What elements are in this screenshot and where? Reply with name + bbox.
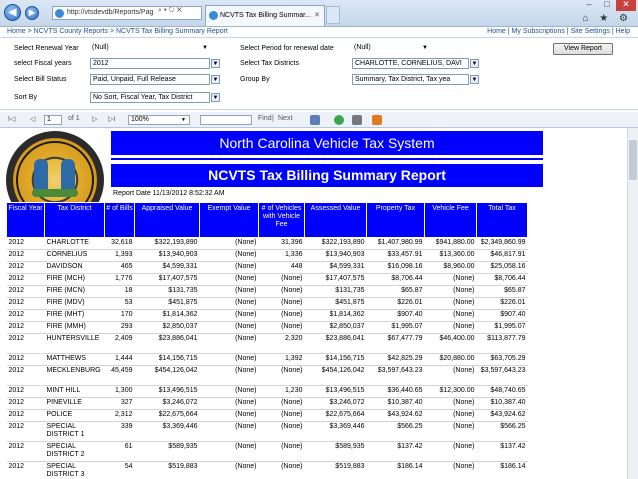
fiscal-years-dropdown-icon[interactable]: ▼ — [212, 61, 219, 67]
table-cell: (None) — [425, 366, 477, 386]
report-title: NCVTS Tax Billing Summary Report — [111, 164, 543, 187]
table-cell: $22,675,664 — [305, 410, 367, 422]
chevron-down-icon: ▼ — [202, 45, 208, 51]
previous-page-button[interactable]: ◁ — [30, 116, 36, 123]
table-cell: (None) — [425, 310, 477, 322]
table-cell: $2,349,860.99 — [477, 238, 528, 250]
table-cell: $4,599,331 — [305, 262, 367, 274]
table-cell: $589,935 — [305, 442, 367, 462]
table-cell: $3,246,072 — [305, 398, 367, 410]
sort-by-label: Sort By — [14, 94, 37, 101]
bill-status-dropdown-icon[interactable]: ▼ — [212, 77, 219, 83]
table-cell: $131,735 — [305, 286, 367, 298]
table-cell: 2012 — [7, 250, 45, 262]
table-row — [7, 366, 528, 386]
report-parameters — [0, 38, 638, 110]
table-cell: 339 — [105, 422, 135, 442]
col-vehicle-fee[interactable]: Vehicle Fee — [425, 203, 477, 238]
chevron-down-icon: ▼ — [422, 45, 428, 51]
address-url: http://vtsdevdb/Reports/Pag — [67, 9, 154, 16]
browser-tab[interactable] — [205, 5, 325, 26]
table-cell: $10,387.40 — [477, 398, 528, 410]
table-cell: $3,369,446 — [305, 422, 367, 442]
refresh-icon[interactable] — [334, 115, 344, 125]
table-cell: $23,886,041 — [135, 334, 200, 354]
table-row — [7, 462, 528, 479]
table-cell: $13,940,903 — [305, 250, 367, 262]
tab-favicon-icon — [209, 11, 218, 20]
table-cell: (None) — [200, 250, 259, 262]
table-cell: (None) — [259, 410, 305, 422]
table-cell: $113,877.79 — [477, 334, 528, 354]
col-tax-district[interactable]: Tax District — [45, 203, 105, 238]
col-assessed-value[interactable]: Assessed Value — [305, 203, 367, 238]
page-count: of 1 — [68, 115, 80, 122]
table-cell: (None) — [200, 322, 259, 334]
table-cell: $451,875 — [135, 298, 200, 310]
zoom-value: 100% — [131, 116, 149, 123]
table-cell: (None) — [425, 410, 477, 422]
table-cell: 18 — [105, 286, 135, 298]
table-cell: CORNELIUS — [45, 250, 105, 262]
table-cell: (None) — [200, 238, 259, 250]
table-cell: $43,924.62 — [477, 410, 528, 422]
table-cell: 2012 — [7, 462, 45, 479]
table-cell: $519,883 — [305, 462, 367, 479]
table-cell: 1,776 — [105, 274, 135, 286]
table-row — [7, 334, 528, 354]
table-cell: $186.14 — [367, 462, 425, 479]
forward-button[interactable]: ▶ — [25, 6, 39, 20]
table-cell: $67,477.79 — [367, 334, 425, 354]
table-cell: 2,312 — [105, 410, 135, 422]
group-by-label: Group By — [240, 76, 270, 83]
table-cell: $907.40 — [367, 310, 425, 322]
table-cell: $1,995.07 — [477, 322, 528, 334]
table-cell: $10,387.40 — [367, 398, 425, 410]
table-cell: $519,883 — [135, 462, 200, 479]
table-cell: $42,825.29 — [367, 354, 425, 366]
table-cell: 2012 — [7, 310, 45, 322]
table-row — [7, 354, 528, 366]
col-exempt-value[interactable]: Exempt Value — [200, 203, 259, 238]
table-cell: $907.40 — [477, 310, 528, 322]
table-cell: 1,393 — [105, 250, 135, 262]
table-cell: 2012 — [7, 238, 45, 250]
table-cell: (None) — [259, 366, 305, 386]
table-row — [7, 274, 528, 286]
table-header-row — [7, 203, 528, 238]
table-cell: $48,740.65 — [477, 386, 528, 398]
table-cell: HUNTERSVILLE — [45, 334, 105, 354]
table-cell: 2,409 — [105, 334, 135, 354]
table-cell: 448 — [259, 262, 305, 274]
find-next-link[interactable]: Next — [278, 115, 293, 122]
table-cell: POLICE — [45, 410, 105, 422]
table-cell: $451,875 — [305, 298, 367, 310]
table-cell: $3,369,446 — [135, 422, 200, 442]
zoom-select[interactable] — [128, 115, 190, 125]
table-cell: $1,407,980.99 — [367, 238, 425, 250]
table-cell: $63,705.29 — [477, 354, 528, 366]
table-cell: $46,400.00 — [425, 334, 477, 354]
table-cell: $226.01 — [477, 298, 528, 310]
breadcrumb-separator: > — [25, 28, 34, 35]
sort-by-input[interactable]: No Sort, Fiscal Year, Tax District — [90, 92, 210, 103]
table-cell: $2,850,037 — [305, 322, 367, 334]
close-window-button[interactable]: ✕ — [616, 0, 636, 11]
renewal-year-select[interactable] — [90, 43, 220, 54]
table-cell: $226.01 — [367, 298, 425, 310]
table-cell: $13,940,903 — [135, 250, 200, 262]
table-cell: 1,392 — [259, 354, 305, 366]
table-cell: $13,360.00 — [425, 250, 477, 262]
maximize-button[interactable]: □ — [604, 0, 610, 9]
table-cell: SPECIAL DISTRICT 1 — [45, 422, 105, 442]
breadcrumb — [7, 27, 228, 37]
bill-status-input[interactable]: Paid, Unpaid, Full Release — [90, 74, 210, 85]
table-cell: $322,193,890 — [305, 238, 367, 250]
table-cell: MINT HILL — [45, 386, 105, 398]
fiscal-years-label: select Fiscal years — [14, 60, 72, 67]
table-cell: (None) — [200, 334, 259, 354]
export-icon[interactable] — [310, 115, 320, 125]
table-cell: $589,935 — [135, 442, 200, 462]
table-cell: (None) — [425, 442, 477, 462]
table-cell: $186.14 — [477, 462, 528, 479]
table-cell: (None) — [425, 462, 477, 479]
report-date: Report Date 11/13/2012 8:52:32 AM — [113, 190, 225, 197]
table-cell: PINEVILLE — [45, 398, 105, 410]
period-select[interactable] — [352, 43, 432, 54]
report-viewer — [0, 128, 638, 479]
table-cell: 1,444 — [105, 354, 135, 366]
summary-table — [6, 202, 528, 479]
breadcrumb-bar — [0, 27, 638, 38]
table-cell: 2012 — [7, 274, 45, 286]
link-help[interactable]: Help — [615, 28, 630, 35]
table-cell: $137.42 — [477, 442, 528, 462]
table-cell: (None) — [200, 286, 259, 298]
table-cell: (None) — [200, 262, 259, 274]
sort-by-dropdown-icon[interactable]: ▼ — [212, 95, 219, 101]
breadcrumb-county-reports[interactable]: NCVTS County Reports — [33, 28, 108, 35]
table-cell: CHARLOTTE — [45, 238, 105, 250]
table-cell: (None) — [200, 398, 259, 410]
table-cell: (None) — [200, 410, 259, 422]
table-cell: (None) — [200, 274, 259, 286]
page-number-input[interactable]: 1 — [44, 115, 62, 125]
table-cell: $13,496,515 — [305, 386, 367, 398]
table-cell: FIRE (MDV) — [45, 298, 105, 310]
find-separator: | — [272, 115, 274, 122]
table-cell: $941,880.00 — [425, 238, 477, 250]
new-tab-button[interactable] — [326, 6, 340, 24]
table-cell: $566.25 — [367, 422, 425, 442]
col-num-bills[interactable]: # of Bills — [105, 203, 135, 238]
table-cell: (None) — [425, 298, 477, 310]
table-cell: $1,995.07 — [367, 322, 425, 334]
table-cell: DAVIDSON — [45, 262, 105, 274]
table-cell: (None) — [259, 322, 305, 334]
browser-chrome — [0, 0, 638, 27]
tab-title: NCVTS Tax Billing Summar... — [220, 12, 311, 19]
ie-icon — [55, 9, 64, 18]
table-cell: $22,675,664 — [135, 410, 200, 422]
table-cell: 293 — [105, 322, 135, 334]
table-cell: 2012 — [7, 410, 45, 422]
table-cell: (None) — [259, 398, 305, 410]
table-row — [7, 250, 528, 262]
table-row — [7, 310, 528, 322]
table-cell: SPECIAL DISTRICT 3 — [45, 462, 105, 479]
table-cell: $566.25 — [477, 422, 528, 442]
table-cell: (None) — [200, 298, 259, 310]
table-cell: $2,850,037 — [135, 322, 200, 334]
table-cell: (None) — [200, 354, 259, 366]
table-cell: $454,126,042 — [305, 366, 367, 386]
table-row — [7, 410, 528, 422]
col-total-tax[interactable]: Total Tax — [477, 203, 528, 238]
table-cell: $3,246,072 — [135, 398, 200, 410]
table-cell: 2012 — [7, 422, 45, 442]
table-cell: $3,597,643.23 — [477, 366, 528, 386]
chevron-down-icon: ▼ — [181, 117, 186, 123]
table-cell: 2,320 — [259, 334, 305, 354]
table-cell: $43,924.62 — [367, 410, 425, 422]
table-cell: $12,300.00 — [425, 386, 477, 398]
link-site-settings[interactable]: Site Settings — [570, 28, 610, 35]
table-cell: 2012 — [7, 298, 45, 310]
breadcrumb-separator: > — [107, 28, 116, 35]
print-icon[interactable] — [352, 115, 362, 125]
scrollbar-thumb[interactable] — [629, 140, 637, 180]
table-row — [7, 238, 528, 250]
table-row — [7, 422, 528, 442]
find-input[interactable] — [200, 115, 252, 125]
table-row — [7, 386, 528, 398]
table-cell: $23,886,041 — [305, 334, 367, 354]
tab-close-icon[interactable]: ✕ — [314, 12, 320, 19]
table-cell: $36,440.65 — [367, 386, 425, 398]
link-subscriptions[interactable]: My Subscriptions — [511, 28, 565, 35]
next-page-button[interactable]: ▷ — [92, 116, 98, 123]
bill-status-label: Select Bill Status — [14, 76, 67, 83]
table-row — [7, 442, 528, 462]
group-by-input[interactable]: Summary, Tax District, Tax yea — [352, 74, 469, 85]
renewal-year-value: (Null) — [92, 44, 109, 51]
table-cell: $454,126,042 — [135, 366, 200, 386]
table-cell: $8,960.00 — [425, 262, 477, 274]
link-home[interactable]: Home — [487, 28, 506, 35]
table-row — [7, 322, 528, 334]
browser-tool-icons[interactable]: ⌂ ★ ⚙ — [582, 13, 632, 24]
table-cell: FIRE (MCN) — [45, 286, 105, 298]
table-cell: $131,735 — [135, 286, 200, 298]
table-cell: 327 — [105, 398, 135, 410]
table-cell: (None) — [259, 422, 305, 442]
table-cell: 2012 — [7, 286, 45, 298]
title-divider — [111, 158, 543, 160]
table-cell: (None) — [259, 310, 305, 322]
table-cell: 465 — [105, 262, 135, 274]
table-cell: $25,058.16 — [477, 262, 528, 274]
table-cell: 170 — [105, 310, 135, 322]
table-cell: MECKLENBURG — [45, 366, 105, 386]
table-cell: $17,407,575 — [135, 274, 200, 286]
table-cell: (None) — [425, 322, 477, 334]
table-cell: 32,618 — [105, 238, 135, 250]
table-cell: 54 — [105, 462, 135, 479]
table-cell: (None) — [200, 462, 259, 479]
table-cell: (None) — [425, 398, 477, 410]
find-link[interactable]: Find — [258, 115, 272, 122]
table-cell: (None) — [259, 274, 305, 286]
tax-districts-label: Select Tax Districts — [240, 60, 299, 67]
view-report-button[interactable]: View Report — [553, 43, 613, 55]
tax-districts-dropdown-icon[interactable]: ▼ — [471, 61, 478, 67]
fiscal-years-input[interactable]: 2012 — [90, 58, 210, 69]
table-cell: $137.42 — [367, 442, 425, 462]
report-system-title: North Carolina Vehicle Tax System — [111, 131, 543, 155]
breadcrumb-home[interactable]: Home — [7, 28, 26, 35]
table-cell: 2012 — [7, 398, 45, 410]
table-row — [7, 398, 528, 410]
table-cell: $8,706.44 — [477, 274, 528, 286]
table-cell: $1,814,362 — [305, 310, 367, 322]
table-cell: $13,496,515 — [135, 386, 200, 398]
table-cell: 1,336 — [259, 250, 305, 262]
table-cell: (None) — [259, 286, 305, 298]
table-cell: FIRE (MHT) — [45, 310, 105, 322]
table-cell: $3,597,643.23 — [367, 366, 425, 386]
table-cell: 31,396 — [259, 238, 305, 250]
table-cell: 1,230 — [259, 386, 305, 398]
breadcrumb-current[interactable]: NCVTS Tax Billing Summary Report — [115, 28, 228, 35]
table-cell: FIRE (MMH) — [45, 322, 105, 334]
table-cell: (None) — [259, 442, 305, 462]
table-cell: $14,156,715 — [135, 354, 200, 366]
table-cell: (None) — [259, 462, 305, 479]
table-cell: 1,300 — [105, 386, 135, 398]
table-row — [7, 262, 528, 274]
table-cell: $322,193,890 — [135, 238, 200, 250]
last-page-button[interactable]: ▷I — [108, 116, 116, 123]
table-cell: (None) — [200, 366, 259, 386]
table-cell: $8,706.44 — [367, 274, 425, 286]
table-cell: 45,459 — [105, 366, 135, 386]
back-button[interactable]: ◀ — [4, 4, 21, 21]
table-cell: $20,880.00 — [425, 354, 477, 366]
table-row — [7, 286, 528, 298]
table-cell: (None) — [200, 422, 259, 442]
period-value: (Null) — [354, 44, 371, 51]
period-label: Select Period for renewal date — [240, 45, 334, 52]
table-cell: 2012 — [7, 334, 45, 354]
group-by-dropdown-icon[interactable]: ▼ — [471, 77, 478, 83]
renewal-year-label: Select Renewal Year — [14, 45, 79, 52]
table-cell: $46,817.91 — [477, 250, 528, 262]
report-toolbar — [0, 112, 638, 128]
table-cell: (None) — [425, 274, 477, 286]
table-cell: (None) — [200, 310, 259, 322]
table-cell: (None) — [259, 298, 305, 310]
top-links: Home | My Subscriptions | Site Settings | Help — [487, 28, 630, 35]
col-property-tax[interactable]: Property Tax — [367, 203, 425, 238]
table-cell: 2012 — [7, 262, 45, 274]
table-cell: SPECIAL DISTRICT 2 — [45, 442, 105, 462]
first-page-button[interactable]: I◁ — [8, 116, 16, 123]
table-cell: $65.87 — [367, 286, 425, 298]
tax-districts-input[interactable]: CHARLOTTE, CORNELIUS, DAVI — [352, 58, 469, 69]
table-cell: 53 — [105, 298, 135, 310]
table-cell: 2012 — [7, 366, 45, 386]
table-cell: $17,407,575 — [305, 274, 367, 286]
table-cell: (None) — [425, 286, 477, 298]
atom-feed-icon[interactable] — [372, 115, 382, 125]
col-appraised-value[interactable]: Appraised Value — [135, 203, 200, 238]
table-cell: $1,814,362 — [135, 310, 200, 322]
table-cell: FIRE (MCH) — [45, 274, 105, 286]
vertical-scrollbar[interactable] — [627, 128, 638, 479]
table-cell: (None) — [425, 422, 477, 442]
table-cell: 2012 — [7, 322, 45, 334]
table-cell: 2012 — [7, 442, 45, 462]
table-cell: (None) — [200, 442, 259, 462]
table-cell: $65.87 — [477, 286, 528, 298]
table-cell: 61 — [105, 442, 135, 462]
col-num-vehicles-fee[interactable]: # of Vehicles with Vehicle Fee — [259, 203, 305, 238]
table-cell: 2012 — [7, 386, 45, 398]
table-cell: $14,156,715 — [305, 354, 367, 366]
col-fiscal-year[interactable]: Fiscal Year — [7, 203, 45, 238]
table-cell: (None) — [200, 386, 259, 398]
table-cell: MATTHEWS — [45, 354, 105, 366]
minimize-button[interactable]: – — [586, 0, 592, 9]
table-row — [7, 298, 528, 310]
address-tools[interactable]: ⌕ ▾ ↻ ✕ — [158, 7, 182, 14]
table-cell: $4,599,331 — [135, 262, 200, 274]
table-cell: 2012 — [7, 354, 45, 366]
table-cell: $16,098.16 — [367, 262, 425, 274]
table-cell: $33,457.91 — [367, 250, 425, 262]
